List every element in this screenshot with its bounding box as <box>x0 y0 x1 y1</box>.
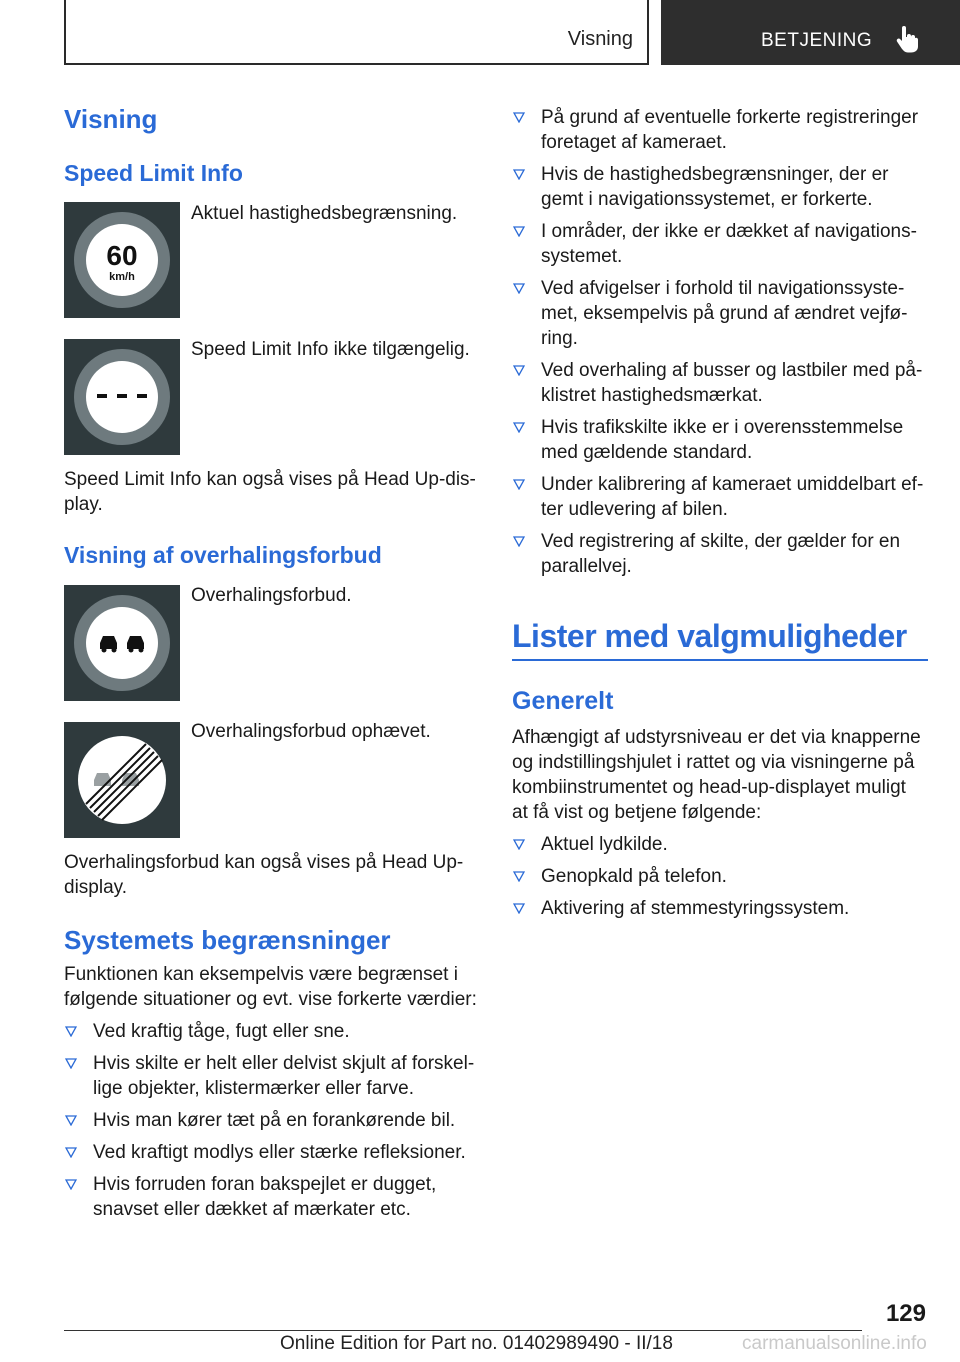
limits-intro-text-2: følgende situationer og evt. vise forkerte værdier: <box>64 989 477 1010</box>
list-item <box>512 358 932 408</box>
section-title-visning: Visning <box>64 104 158 134</box>
list-item <box>64 1051 478 1101</box>
list-item <box>512 896 932 921</box>
list-item-text: Ved registrering af skilte, der gælder for en <box>541 531 901 552</box>
triangle-bullet-icon <box>65 1025 77 1037</box>
list-item-text: med gældende standard. <box>541 442 753 463</box>
list-item <box>512 864 932 889</box>
page-number: 129 <box>885 1300 926 1327</box>
list-item-text: parallelvej. <box>541 556 632 577</box>
triangle-bullet-icon <box>513 535 525 547</box>
options-list <box>512 832 932 928</box>
triangle-bullet-icon <box>513 478 525 490</box>
triangle-bullet-icon <box>513 282 525 294</box>
list-item <box>64 1108 478 1133</box>
triangle-bullet-icon <box>65 1178 77 1190</box>
triangle-bullet-icon <box>65 1114 77 1126</box>
list-item <box>512 105 932 155</box>
triangle-bullet-icon <box>513 902 525 914</box>
heading-overtaking-ban: Visning af overhalingsforbud <box>64 542 382 568</box>
overtaking-ban-sign-image <box>64 585 180 701</box>
speed-sign-unit: km/h <box>109 271 135 283</box>
list-item <box>512 832 932 857</box>
list-item-text: Ved kraftig tåge, fugt eller sne. <box>93 1021 350 1042</box>
list-item-text: Ved afvigelser i forhold til navigationssyste- <box>541 278 905 299</box>
list-item-text: systemet. <box>541 246 623 267</box>
triangle-bullet-icon <box>513 111 525 123</box>
list-item-text: Hvis man kører tæt på en forankørende bil. <box>93 1110 456 1131</box>
general-text-block <box>512 725 932 825</box>
list-item-text: snavset eller dækket af mærkater etc. <box>93 1199 411 1220</box>
list-item-text: På grund af eventuelle forkerte registreringer <box>541 107 919 128</box>
heading-options-lists: Lister med valgmuligheder <box>512 618 907 654</box>
triangle-bullet-icon <box>65 1057 77 1069</box>
list-item <box>64 1172 478 1222</box>
heading-speed-limit-info: Speed Limit Info <box>64 160 243 186</box>
list-item-text: Hvis skilte er helt eller delvist skjult af forskel- <box>93 1053 475 1074</box>
list-item <box>512 162 932 212</box>
list-item-text: Hvis trafikskilte ikke er i overensstemmelse <box>541 417 904 438</box>
list-item <box>512 276 932 351</box>
speed-limit-unavailable-sign-image <box>64 339 180 455</box>
overtaking-lifted-text: Overhalingsforbud ophævet. <box>191 721 431 742</box>
general-text-line: at få vist og betjene følgende: <box>512 802 762 823</box>
list-item-text: ter udlevering af bilen. <box>541 499 728 520</box>
header-chapter-title: BETJENING <box>761 30 873 51</box>
list-item <box>64 1019 478 1044</box>
triangle-bullet-icon <box>65 1146 77 1158</box>
triangle-bullet-icon <box>513 168 525 180</box>
triangle-bullet-icon <box>513 225 525 237</box>
speed-limit-hud-text-1: Speed Limit Info kan også vises på Head Up-dis- <box>64 469 476 490</box>
list-item-text: klistret hastighedsmærkat. <box>541 385 763 406</box>
overtaking-ban-lifted-sign-image <box>64 722 180 838</box>
list-item-text: Ved kraftigt modlys eller stærke refleksioner. <box>93 1142 466 1163</box>
heading-general: Generelt <box>512 687 614 715</box>
list-item <box>512 415 932 465</box>
header-section-title: Visning <box>567 28 633 50</box>
list-item-text: I områder, der ikke er dækket af navigations- <box>541 221 917 242</box>
speed-limit-hud-text-2: play. <box>64 494 103 515</box>
limits-list-left <box>64 1019 478 1229</box>
list-item-text: lige objekter, klistermærker eller farve. <box>93 1078 414 1099</box>
list-item-text: Aktuel lydkilde. <box>541 834 668 855</box>
general-text-line: Afhængigt af udstyrsniveau er det via knapperne <box>512 727 921 748</box>
footer-rule <box>64 1330 862 1331</box>
speed-limit-sign-image <box>64 202 180 318</box>
list-item-text: Hvis de hastighedsbegrænsninger, der er <box>541 164 889 185</box>
footer-watermark: carmanualsonline.info <box>742 1333 927 1354</box>
pointing-hand-icon <box>895 26 919 54</box>
limits-intro-text-1: Funktionen kan eksempelvis være begrænset i <box>64 964 458 985</box>
list-item-text: ring. <box>541 328 578 349</box>
triangle-bullet-icon <box>513 870 525 882</box>
overtaking-hud-text-1: Overhalingsforbud kan også vises på Head Up- <box>64 852 464 873</box>
list-item-text: Hvis forruden foran bakspejlet er dugget, <box>93 1174 437 1195</box>
list-item <box>512 529 932 579</box>
list-item-text: met, eksempelvis på grund af ændret vejfø- <box>541 303 908 324</box>
triangle-bullet-icon <box>513 421 525 433</box>
list-item <box>512 219 932 269</box>
footer-edition: Online Edition for Part no. 01402989490 - II/18 <box>280 1333 673 1354</box>
limits-list-right <box>512 105 932 586</box>
speed-sign-number: 60 <box>106 240 138 271</box>
overtaking-hud-text-2: display. <box>64 877 128 898</box>
overtaking-ban-text: Overhalingsforbud. <box>191 585 352 606</box>
heading-system-limits: Systemets begrænsninger <box>64 925 391 955</box>
heading-underline <box>512 659 928 661</box>
list-item-text: gemt i navigationssystemet, er forkerte. <box>541 189 873 210</box>
triangle-bullet-icon <box>513 364 525 376</box>
header-section-box <box>64 0 649 65</box>
general-text-line: og indstillingshjulet i rattet og via visningerne på <box>512 752 915 773</box>
general-text-line: kombiinstrumentet og head-up-displayet muligt <box>512 777 906 798</box>
list-item-text: Aktivering af stemmestyringssystem. <box>541 898 850 919</box>
list-item <box>512 472 932 522</box>
list-item <box>64 1140 478 1165</box>
speed-limit-unavailable-text: Speed Limit Info ikke tilgængelig. <box>191 339 470 360</box>
list-item-text: foretaget af kameraet. <box>541 132 727 153</box>
list-item-text: Genopkald på telefon. <box>541 866 727 887</box>
list-item-text: Under kalibrering af kameraet umiddelbart ef- <box>541 474 924 495</box>
triangle-bullet-icon <box>513 838 525 850</box>
speed-limit-current-text: Aktuel hastighedsbegrænsning. <box>191 203 458 224</box>
list-item-text: Ved overhaling af busser og lastbiler med på- <box>541 360 923 381</box>
